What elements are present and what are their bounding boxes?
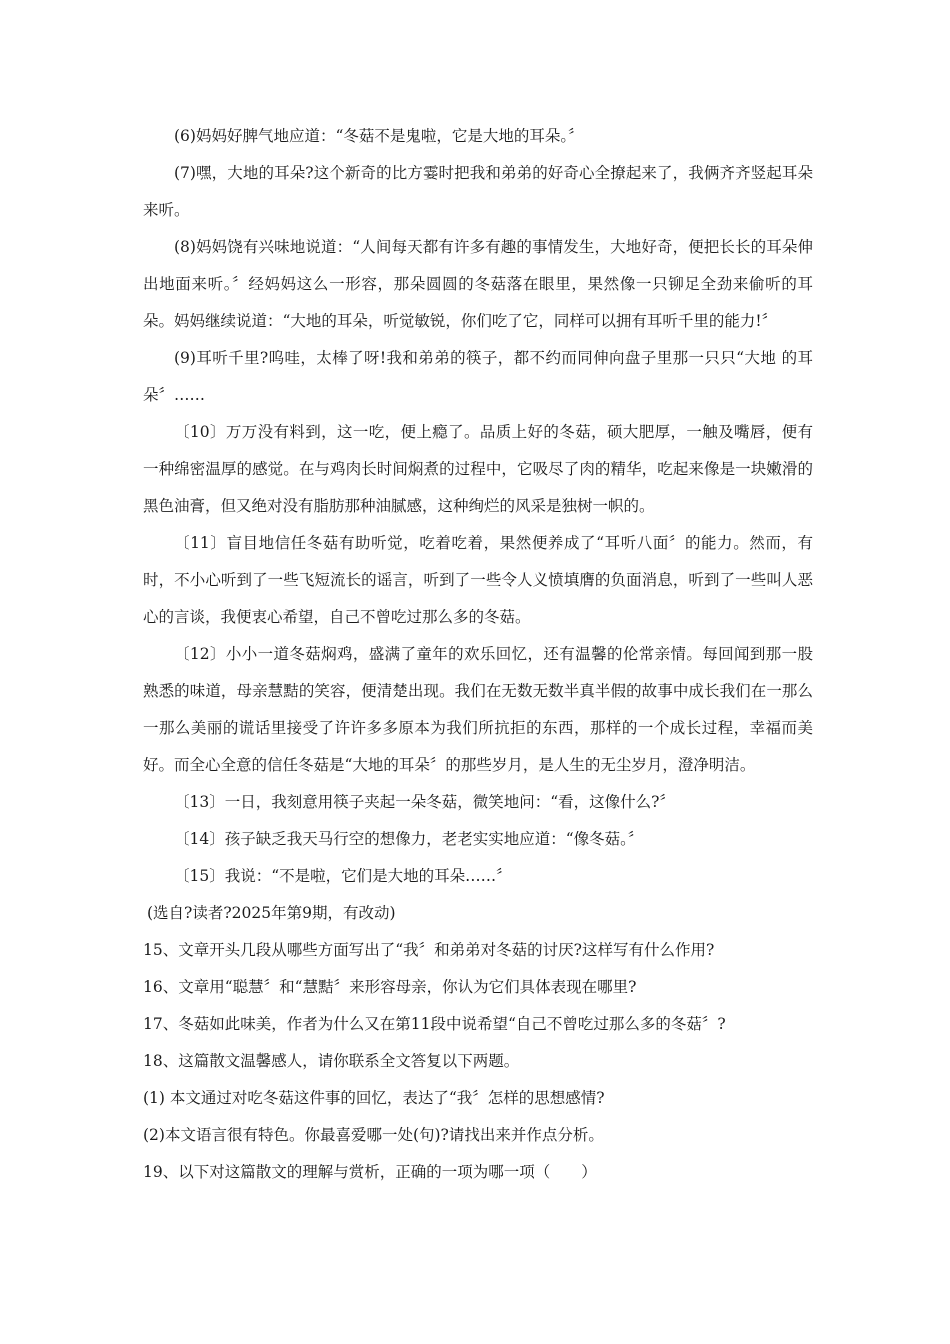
question-15: 15、文章开头几段从哪些方面写出了“我〞和弟弟对冬菇的讨厌?这样写有什么作用? — [143, 941, 715, 959]
article-body — [143, 118, 813, 1191]
paragraph-10: 〔10〕万万没有料到，这一吃，便上瘾了。品质上好的冬菇，硕大肥厚，一触及嘴唇，便有一种绵密温厚的感觉。在与鸡肉长时间焖煮的过程中，它吸尽了肉的精华，吃起来像是一块嫩滑的黑色油膏，但又绝对没有脂肪那种油腻感，这种绚烂的风采是独树一帜的。 — [143, 423, 813, 515]
paragraph-8: (8)妈妈饶有兴味地说道：“人间每天都有许多有趣的事情发生，大地好奇，便把长长的耳朵伸出地面来听。〞经妈妈这么一形容，那朵圆圆的冬菇落在眼里，果然像一只铆足全劲来偷听的耳朵。妈妈继续说道：“大地的耳朵，听觉敏锐，你们吃了它，同样可以拥有耳听千里的能力!〞 — [143, 238, 813, 330]
question-19: 19、以下对这篇散文的理解与赏析，正确的一项为哪一项（ ） — [143, 1163, 597, 1181]
paragraph-14: 〔14〕孩子缺乏我天马行空的想像力，老老实实地应道：“像冬菇。〞 — [174, 830, 644, 848]
question-18-part-2: (2)本文语言很有特色。你最喜爱哪一处(句)?请找出来并作点分析。 — [143, 1126, 604, 1144]
paragraph-7: (7)嘿，大地的耳朵?这个新奇的比方霎时把我和弟弟的好奇心全撩起来了，我俩齐齐竖起耳朵来听。 — [143, 164, 813, 219]
question-16: 16、文章用“聪慧〞和“慧黠〞来形容母亲，你认为它们具体表现在哪里? — [143, 978, 637, 996]
question-18: 18、这篇散文温馨感人，请你联系全文答复以下两题。 — [143, 1052, 520, 1070]
source-citation: (选自?读者?2025年第9期，有改动) — [147, 904, 396, 922]
paragraph-9: (9)耳听千里?呜哇，太棒了呀!我和弟弟的筷子，都不约而同伸向盘子里那一只只“大地 的耳朵〞…… — [143, 349, 813, 404]
paragraph-11: 〔11〕盲目地信任冬菇有助听觉，吃着吃着，果然便养成了“耳听八面〞的能力。然而，有时，不小心听到了一些飞短流长的谣言，听到了一些令人义愤填膺的负面消息，听到了一些叫人恶心的言谈，我便衷心希望，自己不曾吃过那么多的冬菇。 — [143, 534, 813, 626]
question-18-part-1: (1) 本文通过对吃冬菇这件事的回忆，表达了“我〞怎样的思想感情? — [143, 1089, 605, 1107]
paragraph-12: 〔12〕小小一道冬菇焖鸡，盛满了童年的欢乐回忆，还有温馨的伦常亲情。每回闻到那一股熟悉的味道，母亲慧黠的笑容，便清楚出现。我们在无数无数半真半假的故事中成长我们在一那么一那么美丽的谎话里接受了许许多多原本为我们所抗拒的东西，那样的一个成长过程，幸福而美好。而全心全意的信任冬菇是“大地的耳朵〞的那些岁月，是人生的无尘岁月，澄净明洁。 — [143, 645, 813, 774]
paragraph-15: 〔15〕我说：“不是啦，它们是大地的耳朵……〞 — [174, 867, 512, 885]
paragraph-13: 〔13〕一日，我刻意用筷子夹起一朵冬菇，微笑地问：“看，这像什么?〞 — [174, 793, 675, 811]
paragraph-6: (6)妈妈好脾气地应道：“冬菇不是鬼啦，它是大地的耳朵。〞 — [174, 127, 584, 145]
question-17: 17、冬菇如此味美，作者为什么又在第11段中说希望“自己不曾吃过那么多的冬菇〞? — [143, 1015, 726, 1033]
